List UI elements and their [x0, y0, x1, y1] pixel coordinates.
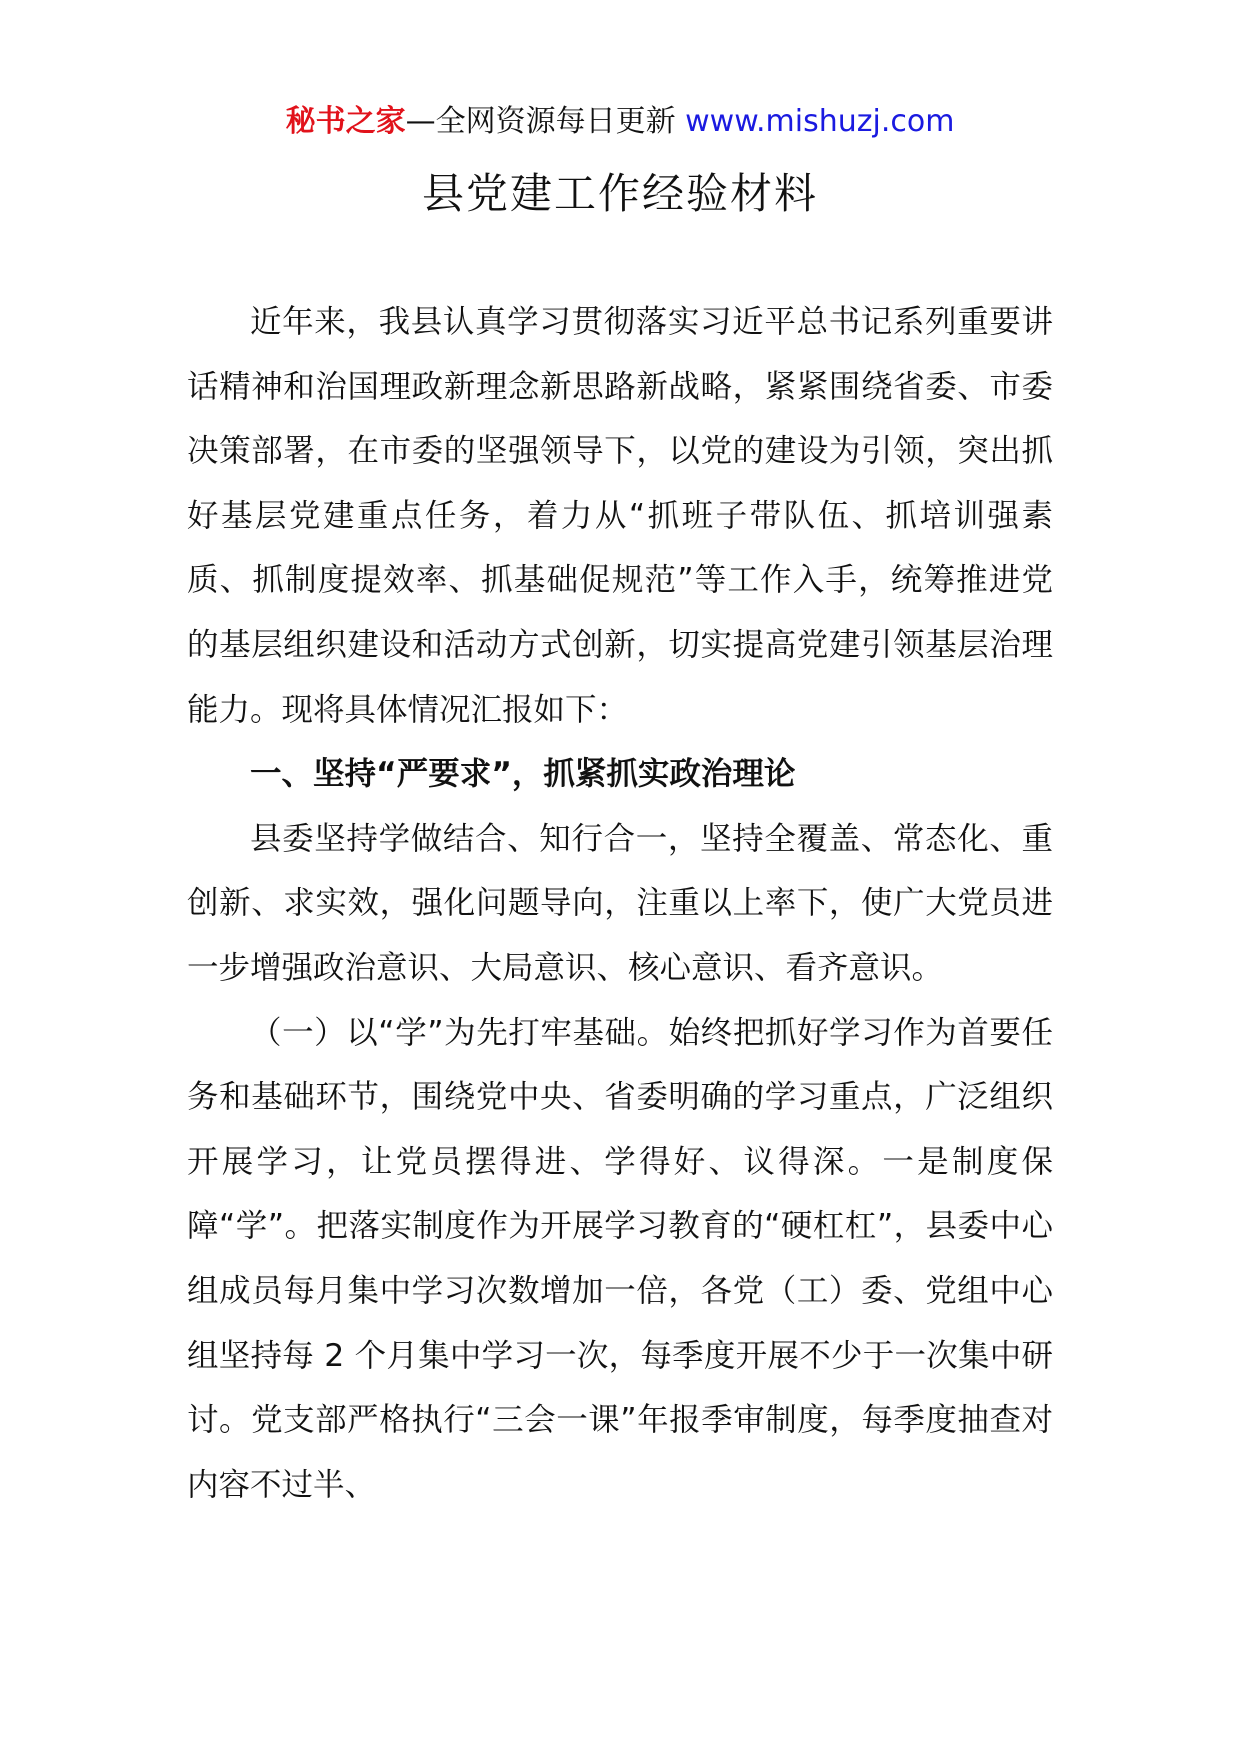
document-body — [187, 290, 1053, 1517]
paragraph-intro: 近年来，我县认真学习贯彻落实习近平总书记系列重要讲话精神和治国理政新理念新思路新战略，紧紧围绕省委、市委决策部署，在市委的坚强领导下，以党的建设为引领，突出抓好基层党建重点任务，着力从“抓班子带队伍、抓培训强素质、抓制度提效率、抓基础促规范”等工作入手，统筹推进党的基层组织建设和活动方式创新，切实提高党建引领基层治理能力。现将具体情况汇报如下： — [187, 304, 1053, 728]
paragraph-section-1: 县委坚持学做结合、知行合一，坚持全覆盖、常态化、重创新、求实效，强化问题导向，注重以上率下，使广大党员进一步增强政治意识、大局意识、核心意识、看齐意识。 — [187, 820, 1053, 986]
brand-name: 秘书之家 — [285, 104, 406, 139]
section-heading-1: 一、坚持“严要求”，抓紧抓实政治理论 — [250, 756, 796, 793]
paragraph-subsection-1: （一）以“学”为先打牢基础。始终把抓好学习作为首要任务和基础环节，围绕党中央、省委明确的学习重点，广泛组织开展学习，让党员摆得进、学得好、议得深。一是制度保障“学”。把落实制度作为开展学习教育的“硬杠杠”，县委中心组成员每月集中学习次数增加一倍，各党（工）委、党组中心组坚持每 2 个月集中学习一次，每季度开展不少于一次集中研讨。党支部严格执行“三会一课”年报季审制度，每季度抽查对内容不过半、 — [187, 1014, 1053, 1503]
header-tagline: —全网资源每日更新 — [405, 104, 686, 139]
document-title: 县党建工作经验材料 — [421, 169, 818, 218]
site-url-link[interactable]: www.mishuzj.com — [685, 104, 955, 139]
site-header — [0, 102, 1240, 142]
